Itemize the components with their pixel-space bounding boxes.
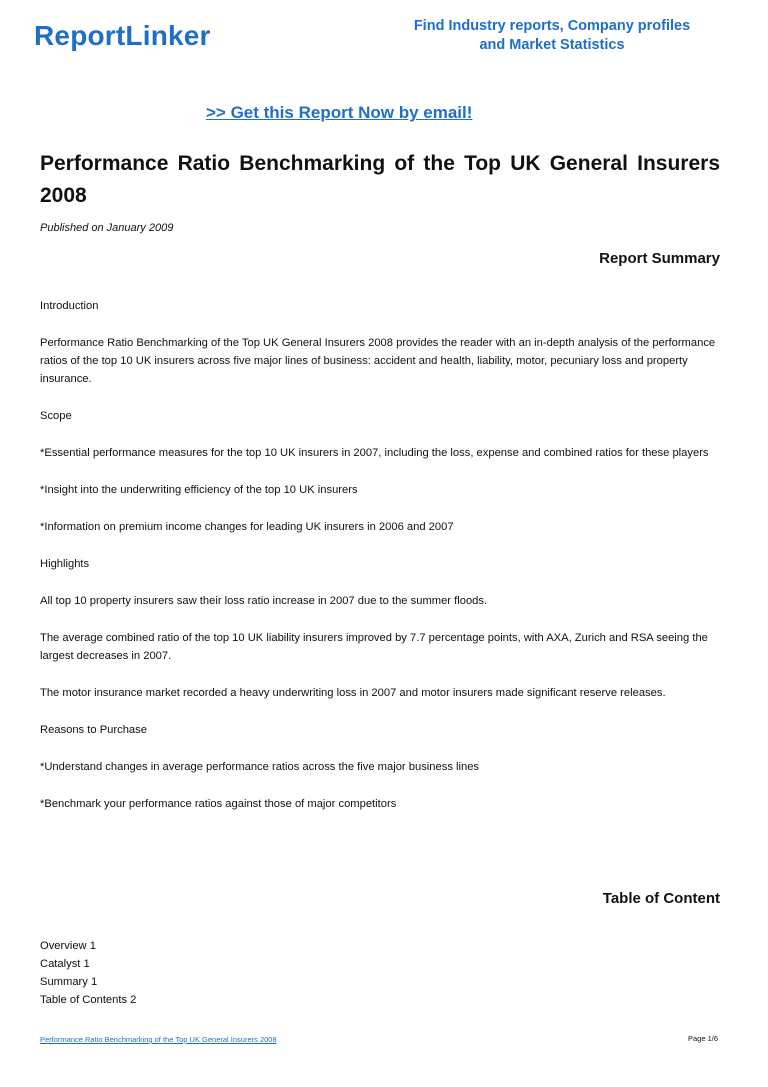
toc-item: Summary 1 (40, 976, 98, 988)
summary-paragraph: The average combined ratio of the top 10 UK liability insurers improved by 7.7 percentage points, with AXA, Zurich and RSA seeing the largest decreases in 2007. (40, 632, 708, 662)
tagline-line-1: Find Industry reports, Company profiles (413, 18, 691, 34)
toc-item: Catalyst 1 (40, 958, 90, 970)
reportlinker-logo[interactable]: ReportLinker (34, 20, 211, 51)
summary-paragraph: All top 10 property insurers saw their loss ratio increase in 2007 due to the summer floods. (40, 595, 488, 607)
header-tagline (392, 17, 712, 55)
summary-paragraph: Performance Ratio Benchmarking of the Top UK General Insurers 2008 provides the reader with an in-depth analysis of the performance ratios of the top 10 UK insurers across five major lines of business: accident and health, liability, motor, pecuniary loss and property insurance. (40, 337, 716, 385)
summary-paragraph: Introduction (40, 300, 99, 312)
summary-paragraph: Scope (40, 410, 72, 422)
footer-report-link[interactable]: Performance Ratio Benchmarking of the Top UK General Insurers 2008 (40, 1035, 277, 1044)
summary-paragraph: Reasons to Purchase (40, 724, 147, 736)
report-summary-body (40, 297, 724, 832)
page-number: Page 1/6 (687, 1034, 718, 1043)
summary-paragraph: *Benchmark your performance ratios against those of major competitors (40, 798, 397, 810)
summary-paragraph: *Understand changes in average performance ratios across the five major business lines (40, 761, 480, 773)
published-date: Published on January 2009 (40, 222, 174, 234)
get-report-link[interactable]: >> Get this Report Now by email! (206, 103, 473, 122)
summary-paragraph: *Insight into the underwriting efficiency of the top 10 UK insurers (40, 484, 358, 496)
tagline-line-2: and Market Statistics (479, 37, 625, 53)
report-title: Performance Ratio Benchmarking of the Top UK General Insurers 2008 (40, 152, 720, 207)
summary-paragraph: *Essential performance measures for the top 10 UK insurers in 2007, including the loss, expense and combined ratios for these players (40, 447, 709, 459)
summary-paragraph: Highlights (40, 558, 90, 570)
toc-item: Overview 1 (40, 940, 96, 952)
report-summary-heading: Report Summary (599, 250, 720, 267)
summary-paragraph: *Information on premium income changes for leading UK insurers in 2006 and 2007 (40, 521, 454, 533)
summary-paragraph: The motor insurance market recorded a heavy underwriting loss in 2007 and motor insurers made significant reserve releases. (40, 687, 666, 699)
table-of-content-list (40, 937, 136, 1009)
toc-item: Table of Contents 2 (40, 994, 137, 1006)
table-of-content-heading: Table of Content (602, 890, 720, 907)
